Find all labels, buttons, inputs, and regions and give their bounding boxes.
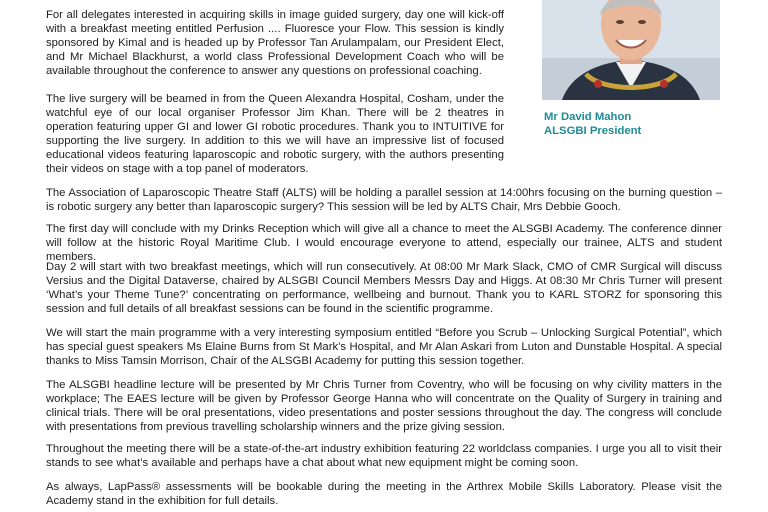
paragraph-day-two: Day 2 will start with two breakfast meetings, which will run consecutively. At 08:00 Mr Mark Slack, CMO of CMR Surgical will discuss Versius and the Digital Dataverse, chaired by ALSGBI Council Members Messrs Day and Higgs. At 08:30 Mr Chris Turner will present ‘What’s your Theme Tune?’ concentrating on performance, wellbeing and burnout. Thank you to KARL STORZ for sponsoring this session and full details of all breakfast sessions can be found in the scientific programme. [46, 261, 722, 315]
paragraph-symposium: We will start the main programme with a very interesting symposium entitled “Before you Scrub – Unlocking Surgical Potential”, which has special guest speakers Ms Elaine Burns from St Mark’s Hospital, and Mr Alan Askari from Luton and Dunstable Hospital. A special thanks to Miss Tamsin Morrison, Chair of the ALSGBI Academy for putting this session together. [46, 327, 722, 367]
portrait-photo-icon [542, 0, 720, 100]
paragraph-live-surgery: The live surgery will be beamed in from the Queen Alexandra Hospital, Cosham, under the watchful eye of our local organiser Professor Jim Khan. There will be 2 theatres in operation featuring upper GI and lower GI robotic procedures. Thank you to INTUITIVE for supporting the live surgery. In addition to this we will have an impressive list of focused educational videos featuring laparoscopic and robotic surgery, with the authors presenting their videos on stage with a top panel of moderators. [46, 93, 504, 175]
president-portrait-photo [542, 0, 720, 100]
paragraph-lappass: As always, LapPass® assessments will be bookable during the meeting in the Arthrex Mobile Skills Laboratory. Please visit the Academy stand in the exhibition for full details. [46, 481, 722, 507]
paragraph-drinks-reception: The first day will conclude with my Drinks Reception which will give all a chance to meet the ALSGBI Academy. The conference dinner will follow at the historic Royal Maritime Club. I would encourage everyone to attend, especially our trainee, ALTS and student members. [46, 223, 722, 263]
paragraph-alts-session: The Association of Laparoscopic Theatre Staff (ALTS) will be holding a parallel session at 14:00hrs focusing on the burning question – is robotic surgery any better than laparoscopic surgery? This session will be led by ALTS Chair, Mrs Debbie Gooch. [46, 187, 722, 213]
photo-caption-name: Mr David Mahon [544, 111, 632, 123]
paragraph-exhibition: Throughout the meeting there will be a state-of-the-art industry exhibition featuring 22 worldclass companies. I urge you all to visit their stands to see what’s available and perhaps have a chat about what new equipment might be coming soon. [46, 443, 722, 469]
photo-caption-role: ALSGBI President [544, 125, 642, 137]
paragraph-headline-lecture: The ALSGBI headline lecture will be presented by Mr Chris Turner from Coventry, who will be focusing on why civility matters in the workplace; The EAES lecture will be given by Professor George Hanna who will concentrate on the Quality of Surgery in training and clinical trials. There will be oral presentations, video presentations and poster sessions throughout the day. The congress will conclude with presentations from previous travelling scholarship winners and the prize giving session. [46, 379, 722, 433]
paragraph-breakfast-meeting: For all delegates interested in acquiring skills in image guided surgery, day one will kick-off with a breakfast meeting entitled Perfusion .... Fluoresce your Flow. This session is kindly sponsored by Kimal and is headed up by Professor Tan Arulampalam, our President Elect, and Mr Michael Blackhurst, a world class Professional Development Coach who will be available throughout the conference to answer any questions on professional coaching. [46, 9, 504, 77]
